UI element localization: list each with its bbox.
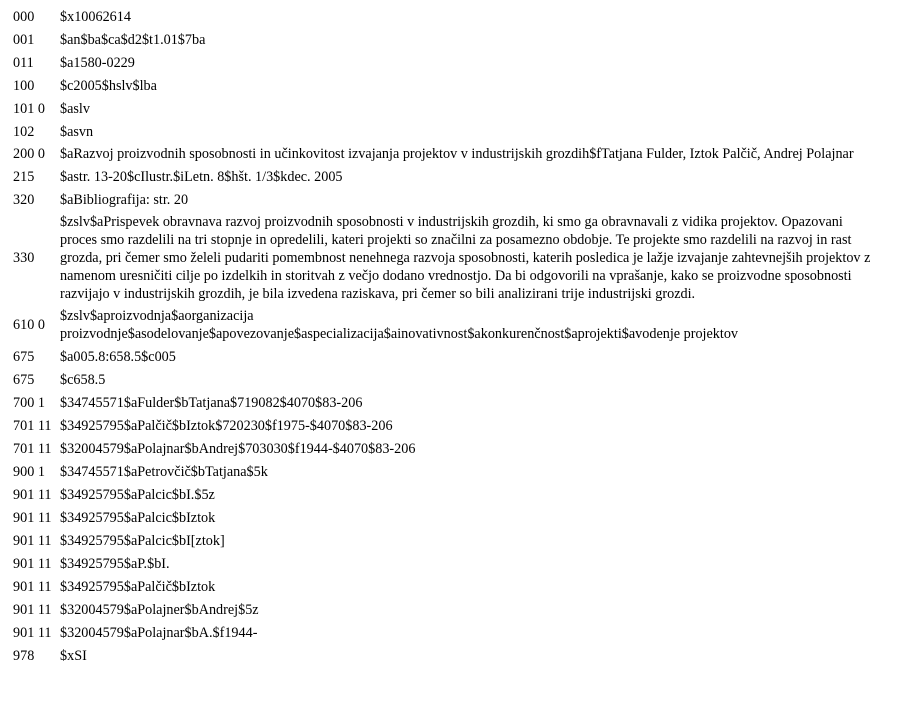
field-value: $34925795$aP.$bI. <box>60 555 170 572</box>
field-tag: 701 11 <box>13 417 52 434</box>
field-value: $asvn <box>60 123 94 140</box>
field-tag: 675 <box>13 348 35 365</box>
record-row <box>13 644 875 667</box>
field-tag: 978 <box>13 647 35 664</box>
field-value: $34925795$aPalcic$bIztok <box>60 509 216 526</box>
field-value: $34925795$aPalcic$bI.$5z <box>60 486 215 503</box>
record-row <box>13 552 875 575</box>
field-tag: 900 1 <box>13 463 45 480</box>
field-value: $34925795$aPalčič$bIztok <box>60 578 216 595</box>
field-value: $c2005$hslv$lba <box>60 77 157 94</box>
field-tag: 901 11 <box>13 486 52 503</box>
field-value: $zslv$aproizvodnja$aorganizacija proizvodnje$asodelovanje$apovezovanje$aspecializacija$ainovativnost$akonkurenčnost$aprojekti$avodenje projektov <box>60 308 739 342</box>
field-value: $aRazvoj proizvodnih sposobnosti in učinkovitost izvajanja projektov v industrijskih grozdih$fTatjana Fulder, Iztok Palčič, Andrej Polajnar <box>60 146 854 162</box>
record-row <box>13 345 875 368</box>
field-value: $x10062614 <box>60 8 131 25</box>
field-value: $an$ba$ca$d2$t1.01$7ba <box>60 31 206 48</box>
record-row <box>13 621 875 644</box>
record-row <box>13 598 875 621</box>
field-tag: 610 0 <box>13 317 45 333</box>
record-row <box>13 211 875 305</box>
field-tag: 701 11 <box>13 440 52 457</box>
field-value: $34745571$aFulder$bTatjana$719082$4070$83-206 <box>60 394 363 411</box>
field-tag: 901 11 <box>13 601 52 618</box>
record-row <box>13 51 875 74</box>
record-row <box>13 188 875 211</box>
record-row <box>13 143 875 165</box>
marc-record-table <box>13 5 875 667</box>
record-row <box>13 483 875 506</box>
record-row <box>13 5 875 28</box>
record-row <box>13 506 875 529</box>
field-tag: 000 <box>13 8 35 25</box>
field-tag: 100 <box>13 77 35 94</box>
field-value: $34925795$aPalčič$bIztok$720230$f1975-$4070$83-206 <box>60 417 393 434</box>
field-tag: 001 <box>13 31 35 48</box>
field-value: $aBibliografija: str. 20 <box>60 191 189 208</box>
record-row <box>13 368 875 391</box>
record-row <box>13 414 875 437</box>
record-row <box>13 391 875 414</box>
field-tag: 901 11 <box>13 532 52 549</box>
field-value: $aslv <box>60 100 90 117</box>
record-row <box>13 460 875 483</box>
field-tag: 011 <box>13 54 34 71</box>
record-row <box>13 97 875 120</box>
field-value: $a005.8:658.5$c005 <box>60 348 176 365</box>
record-row <box>13 529 875 552</box>
field-tag: 320 <box>13 191 35 208</box>
field-tag: 200 0 <box>13 146 45 162</box>
field-tag: 901 11 <box>13 555 52 572</box>
field-tag: 215 <box>13 168 35 185</box>
record-row <box>13 575 875 598</box>
field-tag: 901 11 <box>13 578 52 595</box>
field-tag: 101 0 <box>13 100 45 117</box>
field-tag: 675 <box>13 371 35 388</box>
record-row <box>13 437 875 460</box>
field-tag: 901 11 <box>13 509 52 526</box>
field-value: $32004579$aPolajnar$bA.$f1944- <box>60 624 258 641</box>
field-value: $astr. 13-20$cIlustr.$iLetn. 8$hšt. 1/3$kdec. 2005 <box>60 168 343 185</box>
record-row <box>13 74 875 97</box>
record-row <box>13 305 875 345</box>
field-tag: 330 <box>13 250 35 266</box>
record-row <box>13 165 875 188</box>
record-row <box>13 28 875 51</box>
field-value: $34745571$aPetrovčič$bTatjana$5k <box>60 463 268 480</box>
record-row <box>13 120 875 143</box>
field-value: $32004579$aPolajner$bAndrej$5z <box>60 601 259 618</box>
field-value: $34925795$aPalcic$bI[ztok] <box>60 532 225 549</box>
field-tag: 901 11 <box>13 624 52 641</box>
field-value: $c658.5 <box>60 371 106 388</box>
field-value: $a1580-0229 <box>60 54 135 71</box>
field-value: $32004579$aPolajnar$bAndrej$703030$f1944-$4070$83-206 <box>60 440 416 457</box>
field-value: $xSI <box>60 647 87 664</box>
field-tag: 102 <box>13 123 35 140</box>
field-tag: 700 1 <box>13 394 45 411</box>
field-value: $zslv$aPrispevek obravnava razvoj proizvodnih sposobnosti v industrijskih grozdih, ki smo ga obravnavali z vidika projektov. Opazovani proces smo razdelili na tri stopnje in opredelili, kateri projekti so značilni za posamezno obdobje. Te projekte smo razdelili na razvoj in rast grozda, pri čemer smo želeli pudariti pomembnost nenehnega razvoja sposobnosti, katerih posledica je lažje izvajanje zahtevnejših projektov z namenom uresničiti cilje po izdelkih in storitvah z večjo dodano vrednostjo. Da bi odgovorili na vprašanje, kako se proizvodne sposobnosti razvijajo v industrijskih grozdih, je bila izvedena raziskava, pri čemer so bili analizirani trije industrijski grozdi. <box>60 214 871 302</box>
